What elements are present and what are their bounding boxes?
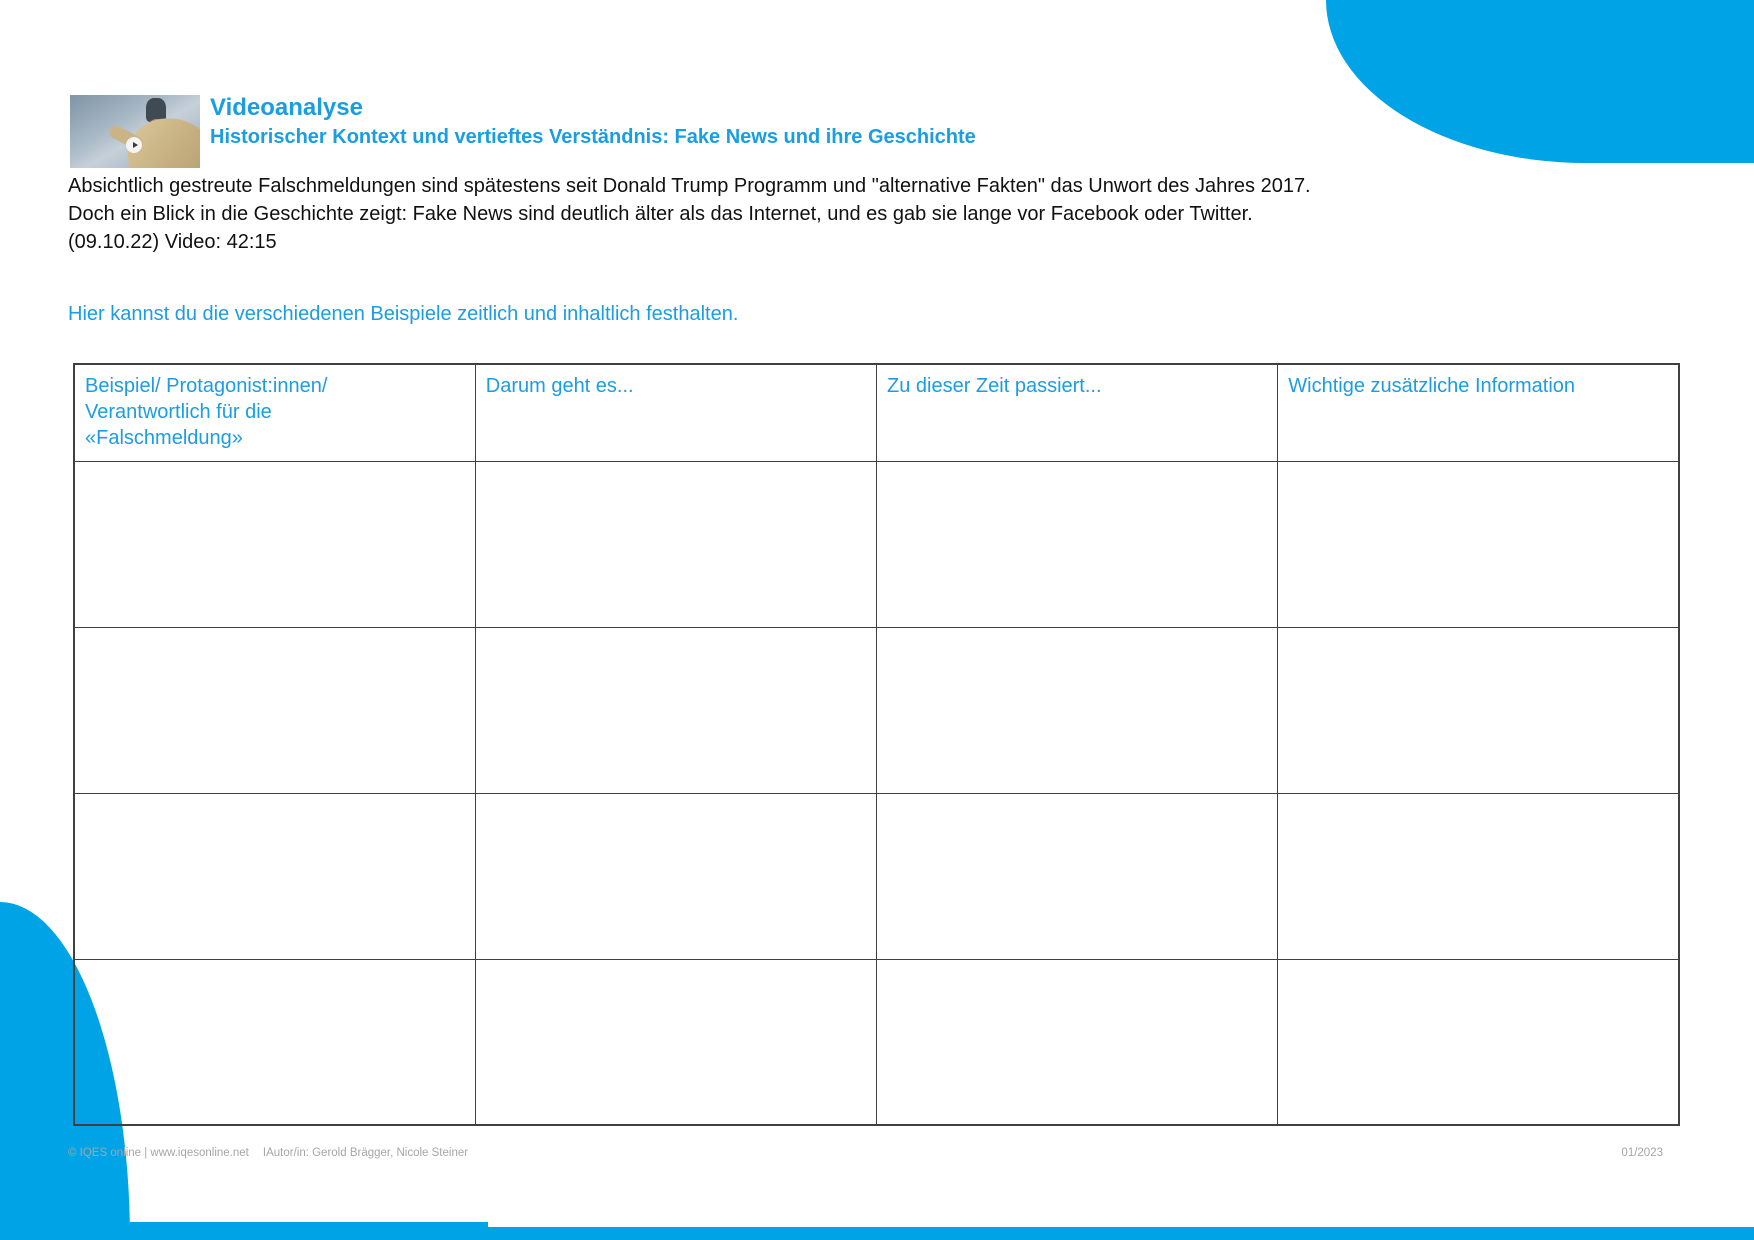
intro-line-1: Absichtlich gestreute Falschmeldungen sind spätestens seit Donald Trump Programm und "alternative Fakten" das Unwort des Jahres 2017. bbox=[68, 175, 1311, 197]
footer-date: 01/2023 bbox=[1621, 1147, 1663, 1159]
worksheet-table bbox=[73, 363, 1680, 1126]
intro-line-3: (09.10.22) Video: 42:15 bbox=[68, 231, 277, 253]
footer-credits bbox=[68, 1147, 468, 1159]
footer-copyright: © IQES online | www.iqesonline.net bbox=[68, 1147, 249, 1159]
table-cell[interactable] bbox=[877, 959, 1278, 1125]
intro-paragraph bbox=[68, 172, 1548, 256]
table-cell[interactable] bbox=[475, 627, 876, 793]
table-row bbox=[74, 461, 1679, 627]
play-icon[interactable] bbox=[126, 137, 142, 153]
table-cell[interactable] bbox=[1278, 461, 1679, 627]
table-cell[interactable] bbox=[1278, 959, 1679, 1125]
footer-author: Autor/in: Gerold Brägger, Nicole Steiner bbox=[266, 1147, 469, 1159]
column-header-zeit bbox=[877, 364, 1278, 461]
table-cell[interactable] bbox=[877, 793, 1278, 959]
table-cell[interactable] bbox=[475, 793, 876, 959]
table-cell[interactable] bbox=[475, 461, 876, 627]
column-header-darum bbox=[475, 364, 876, 461]
page-title: Videoanalyse bbox=[210, 94, 363, 121]
page-subtitle: Historischer Kontext und vertieftes Verständnis: Fake News und ihre Geschichte bbox=[210, 126, 976, 148]
footer-separator: I bbox=[262, 1147, 267, 1159]
table-cell[interactable] bbox=[74, 793, 475, 959]
column-header-information bbox=[1278, 364, 1679, 461]
top-right-corner-decoration bbox=[1326, 0, 1754, 163]
column-header-zeit-line-1: Zu dieser Zeit passiert... bbox=[887, 375, 1102, 397]
bottom-bar-right-segment bbox=[486, 1227, 1754, 1240]
video-thumbnail[interactable] bbox=[70, 95, 200, 168]
table-header-row bbox=[74, 364, 1679, 461]
intro-line-2: Doch ein Blick in die Geschichte zeigt: Fake News sind deutlich älter als das Internet, und es gab sie lange vor Facebook oder Twitter. bbox=[68, 203, 1253, 225]
column-header-beispiel bbox=[74, 364, 475, 461]
instruction-text: Hier kannst du die verschiedenen Beispiele zeitlich und inhaltlich festhalten. bbox=[68, 303, 739, 325]
table-cell[interactable] bbox=[74, 959, 475, 1125]
table-cell[interactable] bbox=[1278, 793, 1679, 959]
table-cell[interactable] bbox=[74, 461, 475, 627]
column-header-darum-line-1: Darum geht es... bbox=[485, 375, 634, 397]
table-row bbox=[74, 627, 1679, 793]
table-cell[interactable] bbox=[74, 627, 475, 793]
table-cell[interactable] bbox=[877, 461, 1278, 627]
table-cell[interactable] bbox=[877, 627, 1278, 793]
table-row bbox=[74, 959, 1679, 1125]
column-header-beispiel-line-1: Beispiel/ Protagonist:innen/ bbox=[85, 375, 328, 397]
table-cell[interactable] bbox=[1278, 627, 1679, 793]
table-cell[interactable] bbox=[475, 959, 876, 1125]
bottom-bar-left-segment bbox=[95, 1222, 488, 1240]
column-header-beispiel-line-3: «Falschmeldung» bbox=[85, 427, 243, 449]
table-row bbox=[74, 793, 1679, 959]
column-header-information-line-1: Wichtige zusätzliche Information bbox=[1288, 375, 1576, 397]
column-header-beispiel-line-2: Verantwortlich für die bbox=[85, 401, 272, 423]
